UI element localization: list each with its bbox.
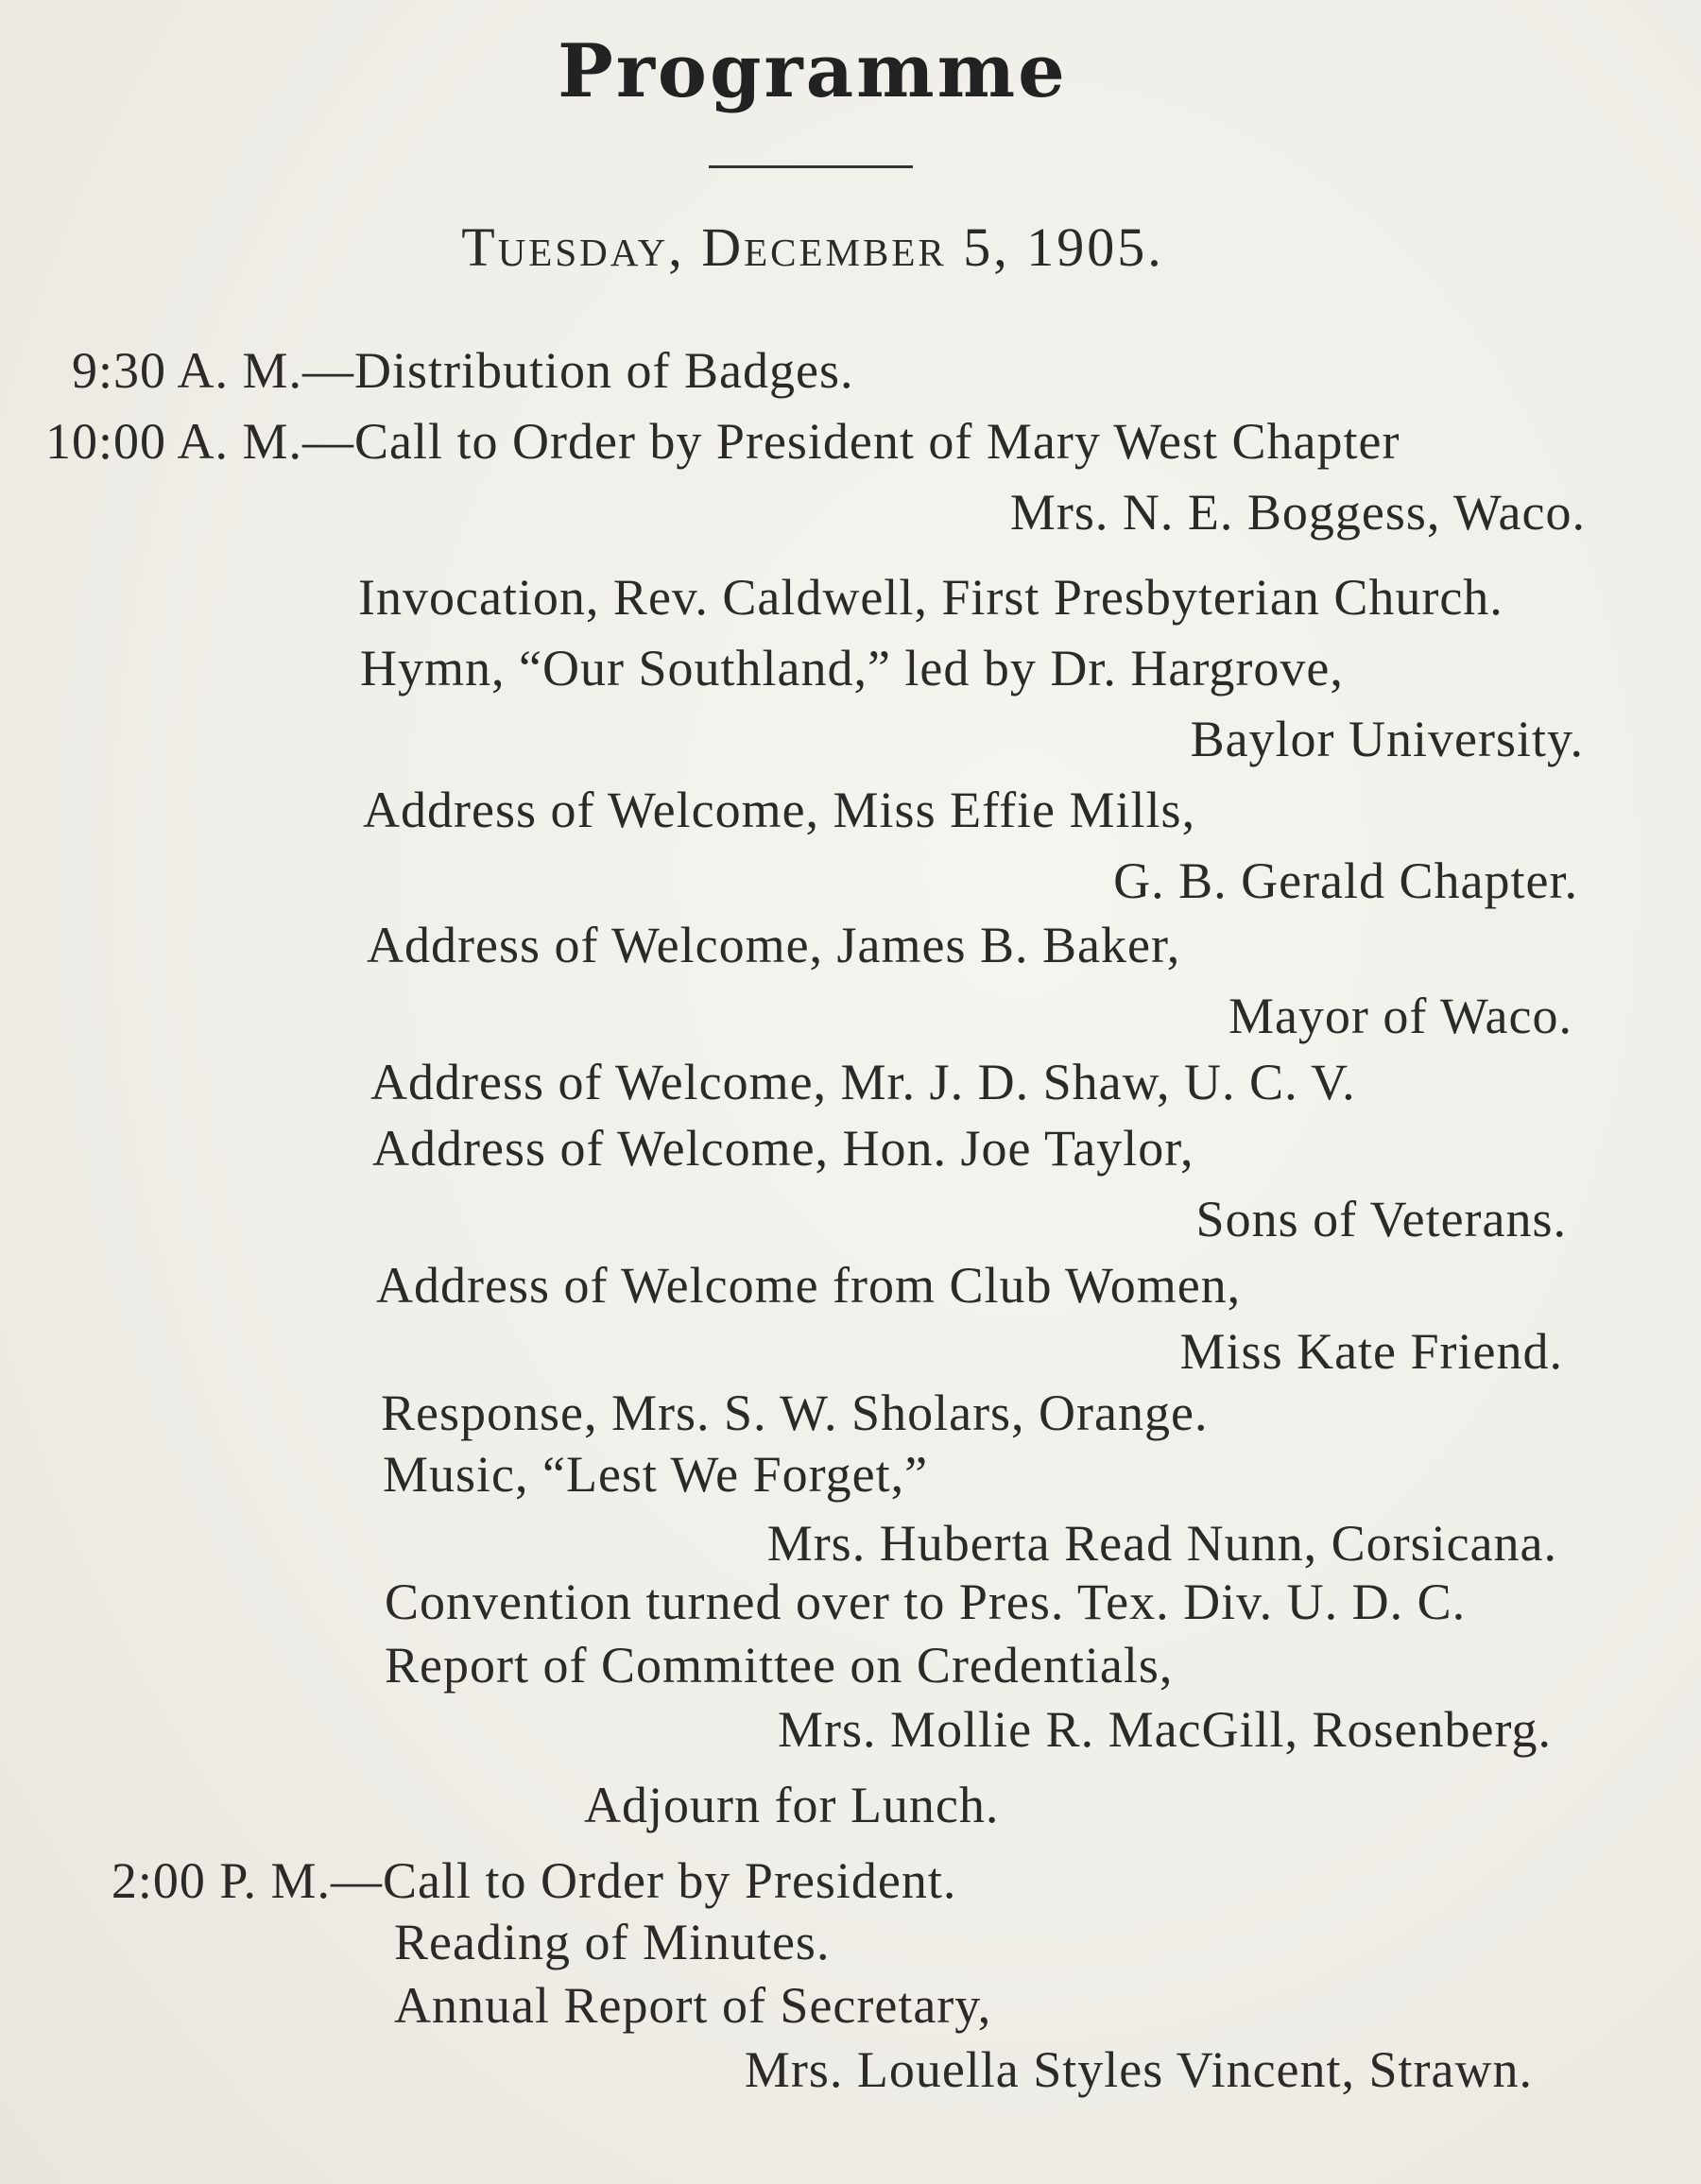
agenda-item: Address of Welcome, Hon. Joe Taylor, — [372, 1120, 1194, 1177]
agenda-item: Report of Committee on Credentials, — [385, 1637, 1174, 1694]
agenda-item: Reading of Minutes. — [394, 1914, 831, 1970]
agenda-item-detail: Mrs. Mollie R. MacGill, Rosenberg. — [778, 1701, 1552, 1758]
agenda-item-detail: Miss Kate Friend. — [1179, 1323, 1563, 1380]
time-1000: 10:00 A. M.— — [44, 413, 354, 470]
agenda-call-to-order: Call to Order by President of Mary West Chapter — [354, 413, 1400, 470]
agenda-item-detail: Baylor University. — [1190, 711, 1584, 767]
agenda-item-detail: Mayor of Waco. — [1228, 988, 1572, 1044]
agenda-item-detail: Mrs. Louella Styles Vincent, Strawn. — [744, 2041, 1533, 2098]
agenda-item: Address of Welcome from Club Women, — [376, 1257, 1242, 1314]
agenda-item: Hymn, “Our Southland,” led by Dr. Hargrove, — [360, 640, 1344, 696]
agenda-item: Response, Mrs. S. W. Sholars, Orange. — [381, 1384, 1209, 1441]
time-0930: 9:30 A. M.— — [71, 342, 354, 399]
agenda-call-to-order-name: Mrs. N. E. Boggess, Waco. — [1009, 484, 1586, 541]
title-divider — [709, 165, 913, 168]
agenda-item: Address of Welcome, James B. Baker, — [367, 917, 1181, 973]
agenda-item-detail: G. B. Gerald Chapter. — [1113, 852, 1578, 909]
page-title: Programme — [558, 28, 1068, 114]
agenda-distribution-badges: Distribution of Badges. — [354, 342, 854, 399]
agenda-item: Address of Welcome, Miss Effie Mills, — [363, 782, 1196, 838]
agenda-item: Annual Report of Secretary, — [394, 1977, 992, 2034]
agenda-item: Music, “Lest We Forget,” — [383, 1446, 929, 1503]
agenda-item-detail: Mrs. Huberta Read Nunn, Corsicana. — [766, 1515, 1557, 1572]
agenda-item: Address of Welcome, Mr. J. D. Shaw, U. C. V. — [370, 1054, 1356, 1110]
agenda-call-to-order-afternoon: Call to Order by President. — [383, 1852, 957, 1909]
session-date: Tuesday, December 5, 1905. — [461, 216, 1164, 278]
time-0200: 2:00 P. M.— — [111, 1852, 383, 1909]
agenda-item-detail: Sons of Veterans. — [1195, 1191, 1567, 1247]
adjourn-lunch: Adjourn for Lunch. — [584, 1777, 1000, 1833]
agenda-item: Invocation, Rev. Caldwell, First Presbyterian Church. — [358, 569, 1503, 626]
agenda-item: Convention turned over to Pres. Tex. Div. U. D. C. — [385, 1574, 1467, 1630]
